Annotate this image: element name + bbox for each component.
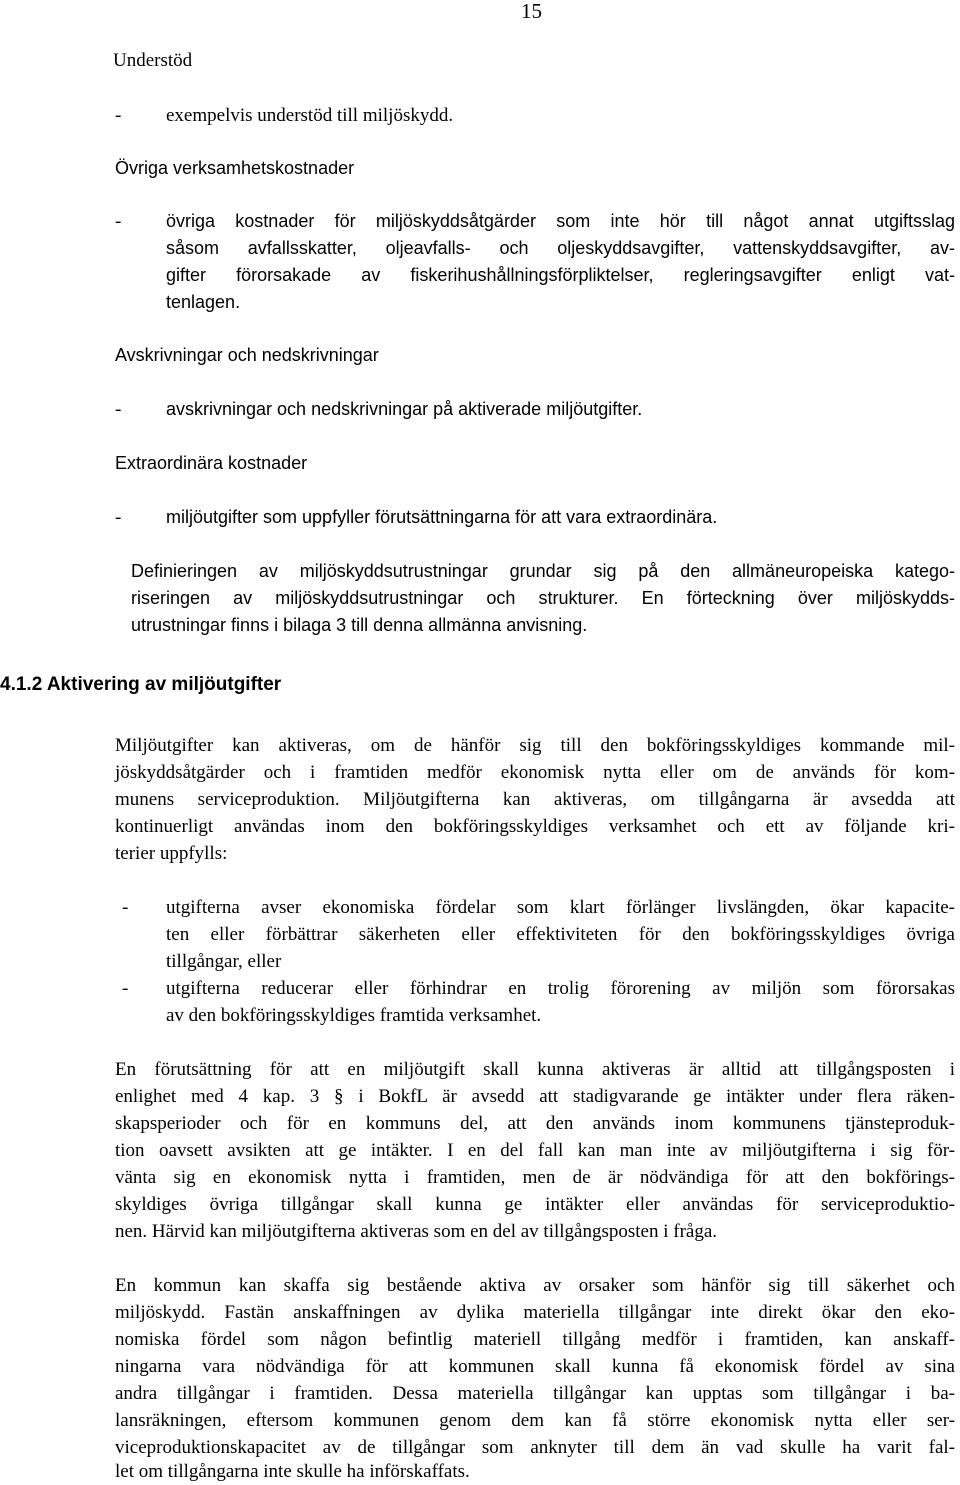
paragraph-line: nomiska fördel som någon befintlig materiell tillgång medför i framtiden, kan anskaff- [115,1329,955,1350]
page-number: 15 [521,0,542,23]
paragraph-line: andra tillgångar i framtiden. Dessa materiella tillgångar kan upptas som tillgångar i ba- [115,1383,955,1404]
paragraph-line: jöskyddsåtgärder och i framtiden medför ekonomisk nytta eller om de används för kom- [115,762,955,783]
section-heading-4-1-2: 4.1.2 Aktivering av miljöutgifter [0,674,282,695]
bullet-dash: - [115,507,122,528]
paragraph-line: miljöskydd. Fastän anskaffningen av dylika materiella tillgångar inte direkt ökar den eko- [115,1302,955,1323]
section-heading-understod: Understöd [113,50,193,71]
paragraph-line: munens serviceproduktion. Miljöutgifterna kan aktiveras, om tillgångarna är avsedda att [115,789,955,810]
paragraph-line: skapsperioder och för en kommuns del, att den används inom kommunens tjänsteproduk- [115,1113,955,1134]
criteria-line: tillgångar, eller [166,951,282,972]
bullet-ovriga-line: övriga kostnader för miljöskyddsåtgärder som inte hör till något annat utgiftsslag [166,211,955,231]
definition-line: utrustningar finns i bilaga 3 till denna allmänna anvisning. [131,615,588,635]
bullet-dash: - [122,897,129,918]
bullet-ovriga-line: tenlagen. [166,292,241,312]
paragraph-line: Miljöutgifter kan aktiveras, om de hänför sig till den bokföringsskyldiges kommande mil- [115,735,955,756]
bullet-ovriga-line: såsom avfallsskatter, oljeavfalls- och oljeskyddsavgifter, vattenskyddsavgifter, av- [166,238,955,258]
bullet-ovriga-line: gifter förorsakade av fiskerihushållningsförpliktelser, regleringsavgifter enligt vat- [166,265,955,285]
definition-line: Definieringen av miljöskyddsutrustningar grundar sig på den allmäneuropeiska katego- [131,561,955,581]
paragraph-line: En förutsättning för att en miljöutgift skall kunna aktiveras är alltid att tillgångsposten i [115,1059,955,1080]
bullet-dash: - [115,211,122,232]
section-heading-avskrivningar: Avskrivningar och nedskrivningar [115,345,379,365]
paragraph-line: enlighet med 4 kap. 3 § i BokfL är avsedd att stadigvarande ge intäkter under flera räken- [115,1086,955,1107]
paragraph-line: En kommun kan skaffa sig bestående aktiva av orsaker som hänför sig till säkerhet och [115,1275,955,1296]
paragraph-line: kontinuerligt användas inom den bokföringsskyldiges verksamhet och ett av följande kri- [115,816,955,837]
criteria-line: av den bokföringsskyldiges framtida verksamhet. [166,1005,542,1026]
bullet-dash: - [122,978,129,999]
paragraph-line: lansräkningen, eftersom kommunen genom dem kan få större ekonomisk nytta eller ser- [115,1410,955,1431]
paragraph-line: let om tillgångarna inte skulle ha införskaffats. [115,1461,470,1482]
criteria-line: ten eller förbättrar säkerheten eller effektiviteten för den bokföringsskyldiges övriga [166,924,955,945]
paragraph-line: skyldiges övriga tillgångar skall kunna ge intäkter eller användas för serviceproduktio- [115,1194,955,1215]
paragraph-line: tion oavsett avsikten att ge intäkter. I en del fall kan man inte av miljöutgifterna i sig för- [115,1140,955,1161]
bullet-avskrivningar: avskrivningar och nedskrivningar på aktiverade miljöutgifter. [166,399,643,419]
paragraph-line: terier uppfylls: [115,843,228,864]
paragraph-line: vänta sig en ekonomisk nytta i framtiden, men de är nödvändiga för att den bokförings- [115,1167,955,1188]
paragraph-line: viceproduktionskapacitet av de tillgångar som anknyter till dem än vad skulle ha varit fal- [115,1437,955,1458]
bullet-dash: - [115,399,122,420]
paragraph-line: nen. Härvid kan miljöutgifterna aktiveras som en del av tillgångsposten i fråga. [115,1221,718,1242]
section-heading-extraordinara: Extraordinära kostnader [115,453,308,473]
criteria-line: utgifterna avser ekonomiska fördelar som klart förlänger livslängden, ökar kapacite- [166,897,955,918]
bullet-extraordinara: miljöutgifter som uppfyller förutsättningarna för att vara extraordinära. [166,507,718,527]
paragraph-line: ningarna vara nödvändiga för att kommunen skall kunna få ekonomisk fördel av sina [115,1356,955,1377]
definition-line: riseringen av miljöskyddsutrustningar och strukturer. En förteckning över miljöskydds- [131,588,955,608]
criteria-line: utgifterna reducerar eller förhindrar en trolig förorening av miljön som förorsakas [166,978,955,999]
bullet-understod: exempelvis understöd till miljöskydd. [166,105,454,126]
section-heading-ovriga: Övriga verksamhetskostnader [115,158,355,178]
bullet-dash: - [115,105,122,126]
